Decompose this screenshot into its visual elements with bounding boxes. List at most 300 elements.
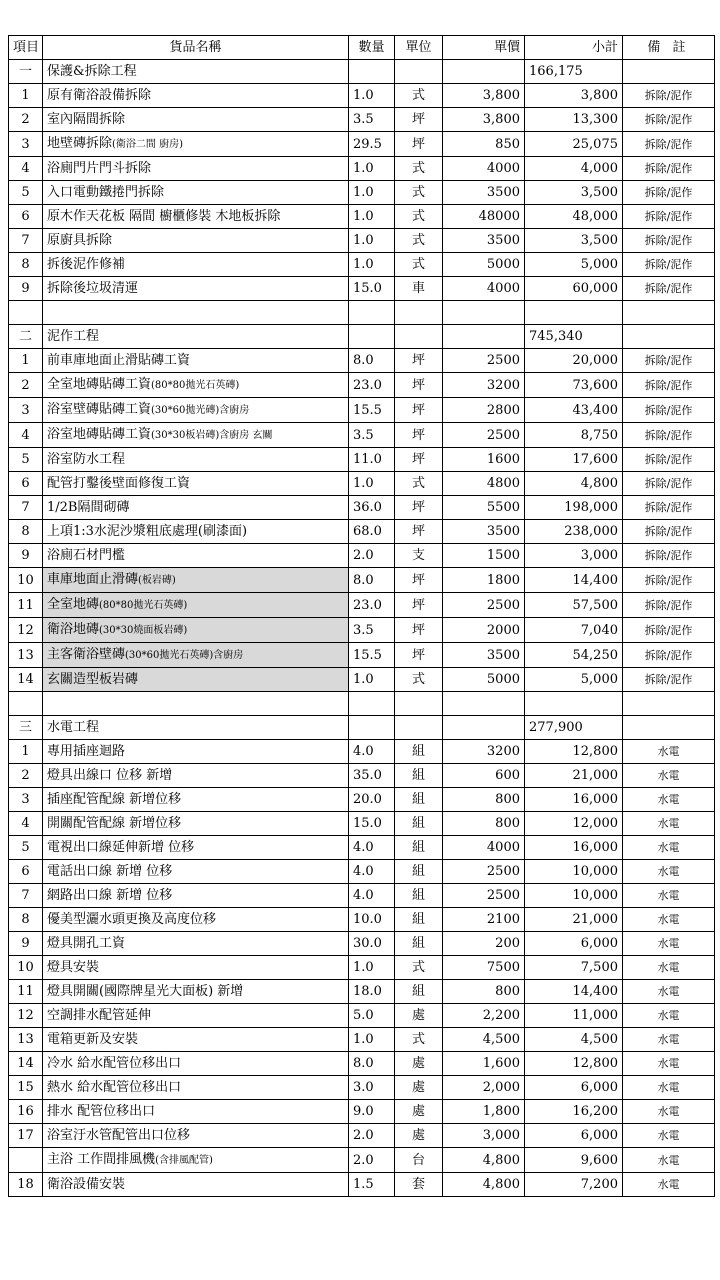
item-subtotal: 57,500 xyxy=(525,593,623,618)
item-quantity: 1.0 xyxy=(349,1028,395,1052)
item-name-detail: (30*30燒面板岩磚) xyxy=(99,625,188,636)
item-number: 13 xyxy=(9,1028,43,1052)
item-unit: 式 xyxy=(395,205,443,229)
item-name xyxy=(43,1173,349,1197)
item-unit-price: 1800 xyxy=(443,568,525,593)
item-remark: 水電 xyxy=(623,1124,715,1148)
item-subtotal: 4,000 xyxy=(525,157,623,181)
item-name xyxy=(43,1100,349,1124)
item-subtotal: 3,500 xyxy=(525,181,623,205)
item-name-text: 排水 配管位移出口 xyxy=(47,1104,156,1119)
item-unit-price: 800 xyxy=(443,788,525,812)
item-number: 4 xyxy=(9,423,43,448)
table-row xyxy=(9,788,715,812)
table-row xyxy=(9,884,715,908)
item-number: 9 xyxy=(9,277,43,301)
item-quantity: 3.5 xyxy=(349,108,395,132)
item-name xyxy=(43,84,349,108)
item-number: 9 xyxy=(9,932,43,956)
item-subtotal: 12,000 xyxy=(525,812,623,836)
table-row xyxy=(9,1028,715,1052)
item-subtotal: 10,000 xyxy=(525,884,623,908)
item-name xyxy=(43,764,349,788)
item-remark: 水電 xyxy=(623,740,715,764)
item-name-text: 地壁磚拆除 xyxy=(47,136,113,151)
table-row xyxy=(9,423,715,448)
item-unit: 坪 xyxy=(395,423,443,448)
blank-row xyxy=(9,301,715,325)
item-remark: 水電 xyxy=(623,836,715,860)
item-unit: 處 xyxy=(395,1124,443,1148)
item-subtotal: 3,500 xyxy=(525,229,623,253)
item-name xyxy=(43,1148,349,1173)
item-name xyxy=(43,1004,349,1028)
item-remark: 拆除/泥作 xyxy=(623,181,715,205)
table-row xyxy=(9,956,715,980)
item-subtotal: 12,800 xyxy=(525,1052,623,1076)
item-name-text: 開關配管配線 新增位移 xyxy=(47,816,182,831)
item-unit: 坪 xyxy=(395,373,443,398)
item-remark: 水電 xyxy=(623,788,715,812)
item-unit-price: 2500 xyxy=(443,423,525,448)
item-name-text: 水電工程 xyxy=(47,720,100,735)
item-unit-price xyxy=(443,692,525,716)
item-name-text: 保護&拆除工程 xyxy=(47,64,137,79)
item-quantity: 1.0 xyxy=(349,84,395,108)
item-name xyxy=(43,980,349,1004)
item-unit-price: 3,800 xyxy=(443,108,525,132)
item-unit: 式 xyxy=(395,956,443,980)
item-name-text: 上項1:3水泥沙漿粗底處理(刷漆面) xyxy=(47,524,248,539)
item-name xyxy=(43,373,349,398)
item-subtotal: 277,900 xyxy=(525,716,623,740)
item-name-text: 衛浴地磚 xyxy=(47,622,100,637)
item-name xyxy=(43,108,349,132)
item-subtotal: 745,340 xyxy=(525,325,623,349)
item-name-text: 燈具開關(國際牌星光大面板) 新增 xyxy=(47,984,244,999)
item-remark: 水電 xyxy=(623,1028,715,1052)
item-remark: 水電 xyxy=(623,1052,715,1076)
item-subtotal: 6,000 xyxy=(525,932,623,956)
item-number: 二 xyxy=(9,325,43,349)
item-unit-price: 3500 xyxy=(443,229,525,253)
item-unit-price xyxy=(443,60,525,84)
item-number: 3 xyxy=(9,788,43,812)
item-subtotal: 25,075 xyxy=(525,132,623,157)
item-remark: 拆除/泥作 xyxy=(623,520,715,544)
quotation-table xyxy=(8,35,715,1197)
item-unit: 坪 xyxy=(395,496,443,520)
item-unit: 車 xyxy=(395,277,443,301)
item-name-text: 入口電動鐵捲門拆除 xyxy=(47,185,165,200)
item-name-detail: (含排風配管) xyxy=(155,1155,213,1166)
item-quantity: 8.0 xyxy=(349,349,395,373)
item-name-text: 室內隔間拆除 xyxy=(47,112,126,127)
table-row xyxy=(9,84,715,108)
item-remark: 拆除/泥作 xyxy=(623,349,715,373)
item-number: 4 xyxy=(9,157,43,181)
item-name xyxy=(43,496,349,520)
item-unit: 坪 xyxy=(395,618,443,643)
item-unit: 台 xyxy=(395,1148,443,1173)
item-subtotal: 16,200 xyxy=(525,1100,623,1124)
item-unit-price: 2500 xyxy=(443,593,525,618)
item-remark: 拆除/泥作 xyxy=(623,544,715,568)
header-unit-price: 單價 xyxy=(443,36,525,60)
item-name xyxy=(43,740,349,764)
item-name-text: 原廚具拆除 xyxy=(47,233,113,248)
item-quantity: 2.0 xyxy=(349,1124,395,1148)
item-name xyxy=(43,668,349,692)
item-quantity: 15.5 xyxy=(349,643,395,668)
item-subtotal: 6,000 xyxy=(525,1124,623,1148)
item-number: 16 xyxy=(9,1100,43,1124)
item-name xyxy=(43,1124,349,1148)
item-unit: 坪 xyxy=(395,643,443,668)
item-subtotal: 21,000 xyxy=(525,908,623,932)
item-name xyxy=(43,60,349,84)
item-quantity: 1.0 xyxy=(349,253,395,277)
item-quantity: 3.0 xyxy=(349,1076,395,1100)
table-row xyxy=(9,277,715,301)
table-row xyxy=(9,1148,715,1173)
item-number: 8 xyxy=(9,253,43,277)
item-name-text: 浴室汙水管配管出口位移 xyxy=(47,1128,191,1143)
item-quantity: 15.0 xyxy=(349,277,395,301)
item-unit-price: 5500 xyxy=(443,496,525,520)
item-name xyxy=(43,181,349,205)
table-row xyxy=(9,568,715,593)
item-unit xyxy=(395,716,443,740)
table-row xyxy=(9,1173,715,1197)
table-row xyxy=(9,398,715,423)
item-unit: 式 xyxy=(395,84,443,108)
item-remark: 水電 xyxy=(623,980,715,1004)
item-number: 2 xyxy=(9,108,43,132)
item-name-detail: (30*60拋光石英磚)含廚房 xyxy=(125,650,244,661)
item-unit-price: 3500 xyxy=(443,181,525,205)
item-name xyxy=(43,812,349,836)
item-name-text: 浴室地磚貼磚工資 xyxy=(47,427,152,442)
item-unit-price: 2000 xyxy=(443,618,525,643)
table-row xyxy=(9,520,715,544)
item-subtotal: 43,400 xyxy=(525,398,623,423)
item-name-text: 浴廁門片門斗拆除 xyxy=(47,161,152,176)
item-unit: 組 xyxy=(395,836,443,860)
item-subtotal: 238,000 xyxy=(525,520,623,544)
item-name-text: 拆後泥作修補 xyxy=(47,257,126,272)
item-subtotal: 20,000 xyxy=(525,349,623,373)
item-subtotal: 12,800 xyxy=(525,740,623,764)
item-name xyxy=(43,205,349,229)
item-subtotal: 3,800 xyxy=(525,84,623,108)
item-unit-price: 2800 xyxy=(443,398,525,423)
item-remark xyxy=(623,716,715,740)
item-subtotal xyxy=(525,692,623,716)
item-unit-price: 800 xyxy=(443,980,525,1004)
item-unit: 式 xyxy=(395,253,443,277)
item-unit xyxy=(395,325,443,349)
item-number xyxy=(9,301,43,325)
item-number: 5 xyxy=(9,448,43,472)
item-unit: 式 xyxy=(395,668,443,692)
item-name xyxy=(43,277,349,301)
item-quantity: 9.0 xyxy=(349,1100,395,1124)
item-quantity: 20.0 xyxy=(349,788,395,812)
item-unit-price: 5000 xyxy=(443,668,525,692)
item-number xyxy=(9,692,43,716)
item-number: 2 xyxy=(9,764,43,788)
item-unit-price: 2100 xyxy=(443,908,525,932)
item-unit-price: 1,600 xyxy=(443,1052,525,1076)
item-unit-price: 4,500 xyxy=(443,1028,525,1052)
table-row xyxy=(9,108,715,132)
item-number: 11 xyxy=(9,593,43,618)
item-remark: 水電 xyxy=(623,1173,715,1197)
item-quantity: 1.5 xyxy=(349,1173,395,1197)
item-subtotal: 7,500 xyxy=(525,956,623,980)
item-name-text: 全室地磚 xyxy=(47,597,100,612)
item-unit: 式 xyxy=(395,157,443,181)
section-row xyxy=(9,325,715,349)
item-name xyxy=(43,860,349,884)
header-quantity: 數量 xyxy=(349,36,395,60)
item-name xyxy=(43,618,349,643)
item-name-detail: (80*80拋光石英磚) xyxy=(99,600,188,611)
item-unit-price: 2,000 xyxy=(443,1076,525,1100)
item-subtotal: 16,000 xyxy=(525,836,623,860)
item-remark: 拆除/泥作 xyxy=(623,205,715,229)
item-subtotal xyxy=(525,301,623,325)
item-subtotal: 5,000 xyxy=(525,253,623,277)
item-name-text: 電箱更新及安裝 xyxy=(47,1032,139,1047)
item-name-text: 電話出口線 新增 位移 xyxy=(47,864,173,879)
table-row xyxy=(9,1052,715,1076)
item-remark: 拆除/泥作 xyxy=(623,593,715,618)
item-unit xyxy=(395,60,443,84)
item-unit-price xyxy=(443,301,525,325)
item-subtotal: 17,600 xyxy=(525,448,623,472)
item-name-text: 配管打鑿後壁面修復工資 xyxy=(47,476,191,491)
item-remark: 水電 xyxy=(623,956,715,980)
item-unit: 坪 xyxy=(395,568,443,593)
item-subtotal: 166,175 xyxy=(525,60,623,84)
item-unit-price: 850 xyxy=(443,132,525,157)
item-unit-price: 1600 xyxy=(443,448,525,472)
item-remark: 水電 xyxy=(623,884,715,908)
item-unit-price: 4,800 xyxy=(443,1173,525,1197)
item-remark: 拆除/泥作 xyxy=(623,229,715,253)
item-name xyxy=(43,593,349,618)
item-number: 一 xyxy=(9,60,43,84)
item-unit-price: 2,200 xyxy=(443,1004,525,1028)
item-name xyxy=(43,884,349,908)
item-name-text: 專用插座迴路 xyxy=(47,744,126,759)
table-row xyxy=(9,496,715,520)
item-subtotal: 7,040 xyxy=(525,618,623,643)
item-number: 12 xyxy=(9,1004,43,1028)
item-unit: 組 xyxy=(395,740,443,764)
item-name xyxy=(43,643,349,668)
item-remark: 水電 xyxy=(623,1076,715,1100)
item-quantity xyxy=(349,692,395,716)
table-row xyxy=(9,1004,715,1028)
table-row xyxy=(9,205,715,229)
item-unit-price: 600 xyxy=(443,764,525,788)
item-remark xyxy=(623,60,715,84)
section-row xyxy=(9,716,715,740)
item-remark xyxy=(623,692,715,716)
table-row xyxy=(9,980,715,1004)
item-subtotal: 10,000 xyxy=(525,860,623,884)
header-row xyxy=(9,36,715,60)
item-quantity: 3.5 xyxy=(349,423,395,448)
item-quantity: 1.0 xyxy=(349,956,395,980)
item-remark: 拆除/泥作 xyxy=(623,568,715,593)
item-name-text: 電視出口線延伸新增 位移 xyxy=(47,840,195,855)
item-subtotal: 4,500 xyxy=(525,1028,623,1052)
item-unit-price xyxy=(443,325,525,349)
item-remark: 拆除/泥作 xyxy=(623,668,715,692)
item-quantity: 29.5 xyxy=(349,132,395,157)
item-remark: 拆除/泥作 xyxy=(623,448,715,472)
item-unit: 坪 xyxy=(395,448,443,472)
table-row xyxy=(9,1100,715,1124)
item-number: 1 xyxy=(9,740,43,764)
item-number: 1 xyxy=(9,84,43,108)
table-row xyxy=(9,349,715,373)
item-quantity: 2.0 xyxy=(349,544,395,568)
item-subtotal: 6,000 xyxy=(525,1076,623,1100)
table-row xyxy=(9,740,715,764)
item-quantity: 1.0 xyxy=(349,205,395,229)
item-unit-price: 7500 xyxy=(443,956,525,980)
item-remark: 拆除/泥作 xyxy=(623,108,715,132)
table-row xyxy=(9,764,715,788)
item-unit-price: 3,000 xyxy=(443,1124,525,1148)
item-unit: 坪 xyxy=(395,108,443,132)
item-number: 8 xyxy=(9,520,43,544)
item-subtotal: 73,600 xyxy=(525,373,623,398)
item-name-text: 車庫地面止滑磚 xyxy=(47,572,139,587)
item-name-text: 玄關造型板岩磚 xyxy=(47,672,139,687)
item-name-detail: (80*80拋光石英磚) xyxy=(151,380,240,391)
item-number: 14 xyxy=(9,668,43,692)
item-remark: 水電 xyxy=(623,764,715,788)
item-number: 11 xyxy=(9,980,43,1004)
item-number: 9 xyxy=(9,544,43,568)
item-name xyxy=(43,520,349,544)
item-unit xyxy=(395,301,443,325)
table-row xyxy=(9,908,715,932)
item-subtotal: 3,000 xyxy=(525,544,623,568)
item-unit-price: 4000 xyxy=(443,836,525,860)
header-unit: 單位 xyxy=(395,36,443,60)
item-subtotal: 9,600 xyxy=(525,1148,623,1173)
section-row xyxy=(9,60,715,84)
blank-row xyxy=(9,692,715,716)
item-number xyxy=(9,1148,43,1173)
item-number: 8 xyxy=(9,908,43,932)
item-remark: 拆除/泥作 xyxy=(623,84,715,108)
item-quantity: 1.0 xyxy=(349,181,395,205)
table-row xyxy=(9,132,715,157)
item-name-text: 浴室防水工程 xyxy=(47,452,126,467)
item-remark: 水電 xyxy=(623,812,715,836)
item-name xyxy=(43,472,349,496)
item-unit-price: 3500 xyxy=(443,520,525,544)
item-name-text: 1/2B隔間砌磚 xyxy=(47,500,130,515)
table-row xyxy=(9,643,715,668)
item-unit-price: 5000 xyxy=(443,253,525,277)
item-name-text: 原木作天花板 隔間 櫥櫃修裝 木地板拆除 xyxy=(47,209,281,224)
item-remark: 拆除/泥作 xyxy=(623,253,715,277)
item-quantity: 11.0 xyxy=(349,448,395,472)
item-unit: 套 xyxy=(395,1173,443,1197)
item-name-text: 網路出口線 新增 位移 xyxy=(47,888,173,903)
item-number: 6 xyxy=(9,472,43,496)
item-quantity: 23.0 xyxy=(349,593,395,618)
item-unit: 組 xyxy=(395,980,443,1004)
item-remark: 水電 xyxy=(623,932,715,956)
item-name xyxy=(43,836,349,860)
item-quantity xyxy=(349,60,395,84)
item-unit-price xyxy=(443,716,525,740)
item-name xyxy=(43,448,349,472)
item-name xyxy=(43,229,349,253)
item-unit: 組 xyxy=(395,764,443,788)
header-remarks: 備 註 xyxy=(623,36,715,60)
item-name xyxy=(43,301,349,325)
item-quantity: 15.0 xyxy=(349,812,395,836)
item-name-text: 空調排水配管延伸 xyxy=(47,1008,152,1023)
table-row xyxy=(9,373,715,398)
item-subtotal: 60,000 xyxy=(525,277,623,301)
item-remark: 拆除/泥作 xyxy=(623,132,715,157)
item-name-text: 拆除後垃圾清運 xyxy=(47,281,139,296)
item-unit: 坪 xyxy=(395,593,443,618)
item-unit-price: 48000 xyxy=(443,205,525,229)
item-unit: 支 xyxy=(395,544,443,568)
table-row xyxy=(9,812,715,836)
item-quantity: 5.0 xyxy=(349,1004,395,1028)
item-quantity: 23.0 xyxy=(349,373,395,398)
item-name xyxy=(43,956,349,980)
item-unit-price: 2500 xyxy=(443,349,525,373)
header-subtotal: 小計 xyxy=(525,36,623,60)
item-quantity: 1.0 xyxy=(349,229,395,253)
item-subtotal: 198,000 xyxy=(525,496,623,520)
item-name-text: 主客衛浴壁磚 xyxy=(47,647,126,662)
header-item: 項目 xyxy=(9,36,43,60)
item-unit-price: 2500 xyxy=(443,884,525,908)
item-unit-price: 1500 xyxy=(443,544,525,568)
item-number: 6 xyxy=(9,860,43,884)
item-name xyxy=(43,544,349,568)
item-unit: 坪 xyxy=(395,520,443,544)
item-remark xyxy=(623,325,715,349)
item-unit-price: 3500 xyxy=(443,643,525,668)
item-number: 17 xyxy=(9,1124,43,1148)
item-unit-price: 3200 xyxy=(443,740,525,764)
item-number: 7 xyxy=(9,496,43,520)
item-remark: 水電 xyxy=(623,1148,715,1173)
item-unit: 組 xyxy=(395,860,443,884)
item-quantity: 35.0 xyxy=(349,764,395,788)
item-name-text: 插座配管配線 新增位移 xyxy=(47,792,182,807)
item-name-text: 燈具開孔工資 xyxy=(47,936,126,951)
item-unit: 組 xyxy=(395,908,443,932)
